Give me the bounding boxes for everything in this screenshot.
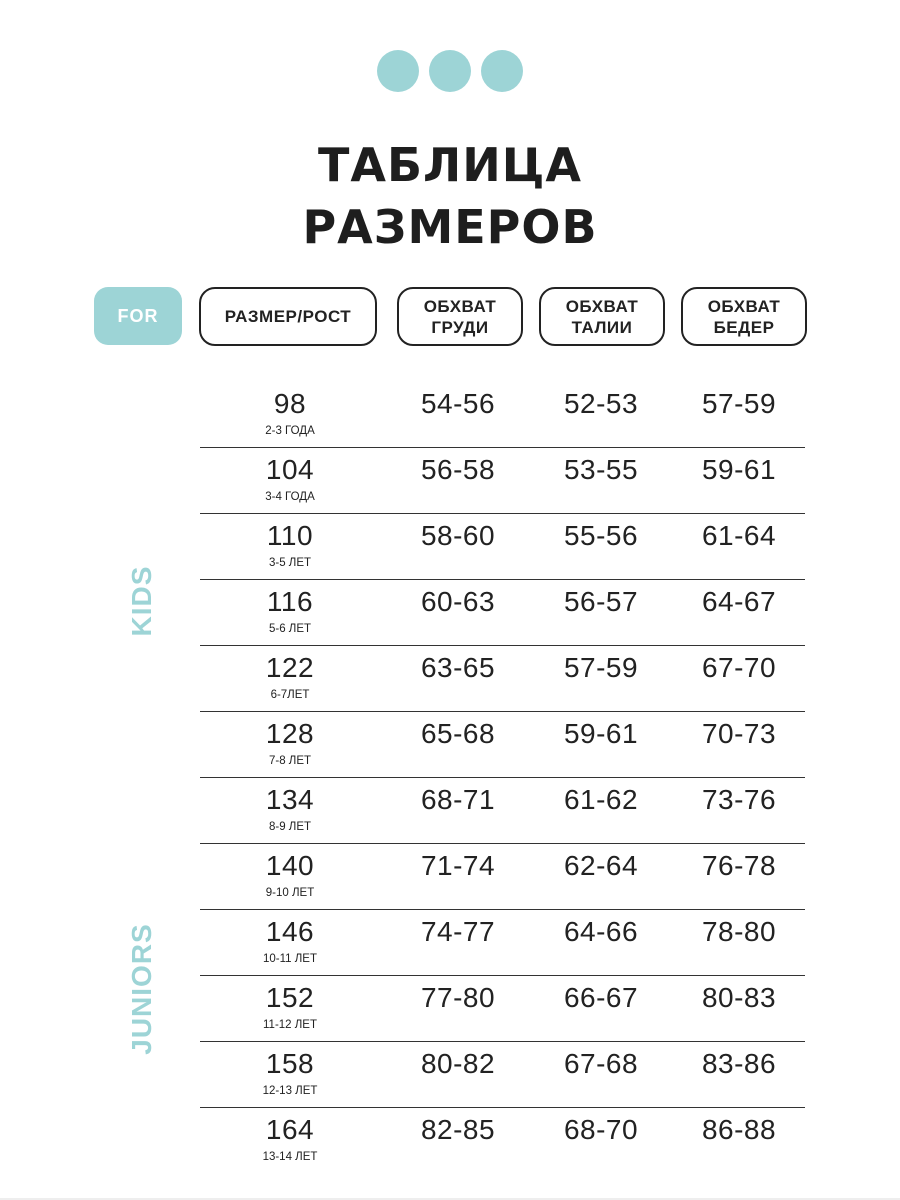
size-value: 152	[265, 982, 315, 1013]
size-value: 116	[266, 586, 314, 617]
waist-value: 52-53	[563, 388, 639, 419]
age-value: 3-4 ГОДА	[265, 491, 315, 503]
side-label-juniors: JUNIORS	[126, 923, 157, 1055]
chest-value: 74-77	[420, 916, 496, 947]
size-value: 140	[265, 850, 315, 881]
chest-value: 63-65	[420, 652, 496, 683]
age-value: 9-10 ЛЕТ	[265, 887, 315, 899]
age-value: 3-5 ЛЕТ	[268, 557, 312, 569]
for-badge: FOR	[94, 287, 182, 345]
decor-dot	[429, 50, 471, 92]
waist-value: 62-64	[563, 850, 639, 881]
table-row	[200, 1108, 805, 1174]
waist-value: 64-66	[563, 916, 639, 947]
waist-value: 57-59	[563, 652, 639, 683]
age-value: 11-12 ЛЕТ	[263, 1019, 317, 1031]
chest-value: 65-68	[420, 718, 496, 749]
hips-value: 78-80	[701, 916, 777, 947]
table-row	[200, 1042, 805, 1108]
header-size-height	[199, 287, 377, 346]
age-value: 10-11 ЛЕТ	[263, 953, 317, 965]
header-hips	[681, 287, 807, 346]
header-chest	[397, 287, 523, 346]
header-hips-label: ОБХВАТ БЕДЕР	[707, 296, 781, 337]
waist-value: 67-68	[563, 1048, 639, 1079]
size-value: 98	[273, 388, 307, 419]
chest-value: 56-58	[420, 454, 496, 485]
hips-value: 67-70	[701, 652, 777, 683]
hips-value: 80-83	[701, 982, 777, 1013]
age-value: 7-8 ЛЕТ	[268, 755, 312, 767]
hips-value: 86-88	[701, 1114, 777, 1145]
hips-value: 76-78	[701, 850, 777, 881]
chest-value: 60-63	[420, 586, 496, 617]
table-row	[200, 844, 805, 910]
table-row	[200, 712, 805, 778]
chest-value: 82-85	[420, 1114, 496, 1145]
waist-value: 66-67	[563, 982, 639, 1013]
waist-value: 68-70	[563, 1114, 639, 1145]
size-value: 110	[266, 520, 314, 551]
waist-value: 61-62	[563, 784, 639, 815]
header-waist-label: ОБХВАТ ТАЛИИ	[565, 296, 639, 337]
waist-value: 55-56	[563, 520, 639, 551]
decor-dot	[377, 50, 419, 92]
size-value: 104	[265, 454, 315, 485]
hips-value: 83-86	[701, 1048, 777, 1079]
waist-value: 59-61	[563, 718, 639, 749]
hips-value: 73-76	[701, 784, 777, 815]
age-value: 13-14 ЛЕТ	[262, 1151, 318, 1163]
chest-value: 54-56	[420, 388, 496, 419]
table-row	[200, 382, 805, 448]
size-value: 134	[265, 784, 315, 815]
table-row	[200, 580, 805, 646]
size-value: 128	[265, 718, 315, 749]
table-row	[200, 646, 805, 712]
hips-value: 61-64	[701, 520, 777, 551]
age-value: 6-7ЛЕТ	[270, 689, 310, 701]
table-row	[200, 778, 805, 844]
chest-value: 71-74	[420, 850, 496, 881]
chest-value: 58-60	[420, 520, 496, 551]
size-value: 158	[265, 1048, 315, 1079]
table-row	[200, 976, 805, 1042]
age-value: 8-9 ЛЕТ	[268, 821, 312, 833]
side-label-kids: KIDS	[126, 565, 157, 637]
age-value: 2-3 ГОДА	[265, 425, 315, 437]
page-title-line2: РАЗМЕРОВ	[302, 200, 598, 254]
waist-value: 56-57	[563, 586, 639, 617]
age-value: 5-6 ЛЕТ	[268, 623, 312, 635]
size-value: 122	[265, 652, 315, 683]
size-value: 164	[265, 1114, 315, 1145]
hips-value: 70-73	[701, 718, 777, 749]
table-row	[200, 448, 805, 514]
header-size-label: РАЗМЕР/РОСТ	[224, 307, 352, 326]
table-row	[200, 910, 805, 976]
header-chest-label: ОБХВАТ ГРУДИ	[423, 296, 497, 337]
chest-value: 68-71	[420, 784, 496, 815]
header-waist	[539, 287, 665, 346]
chest-value: 80-82	[420, 1048, 496, 1079]
hips-value: 59-61	[701, 454, 777, 485]
decorative-dots	[0, 50, 900, 92]
age-value: 12-13 ЛЕТ	[262, 1085, 318, 1097]
table-row	[200, 514, 805, 580]
hips-value: 64-67	[701, 586, 777, 617]
chest-value: 77-80	[420, 982, 496, 1013]
hips-value: 57-59	[701, 388, 777, 419]
size-value: 146	[265, 916, 315, 947]
waist-value: 53-55	[563, 454, 639, 485]
size-table	[200, 382, 805, 1174]
page-title-line1: ТАБЛИЦА	[317, 138, 583, 192]
decor-dot	[481, 50, 523, 92]
